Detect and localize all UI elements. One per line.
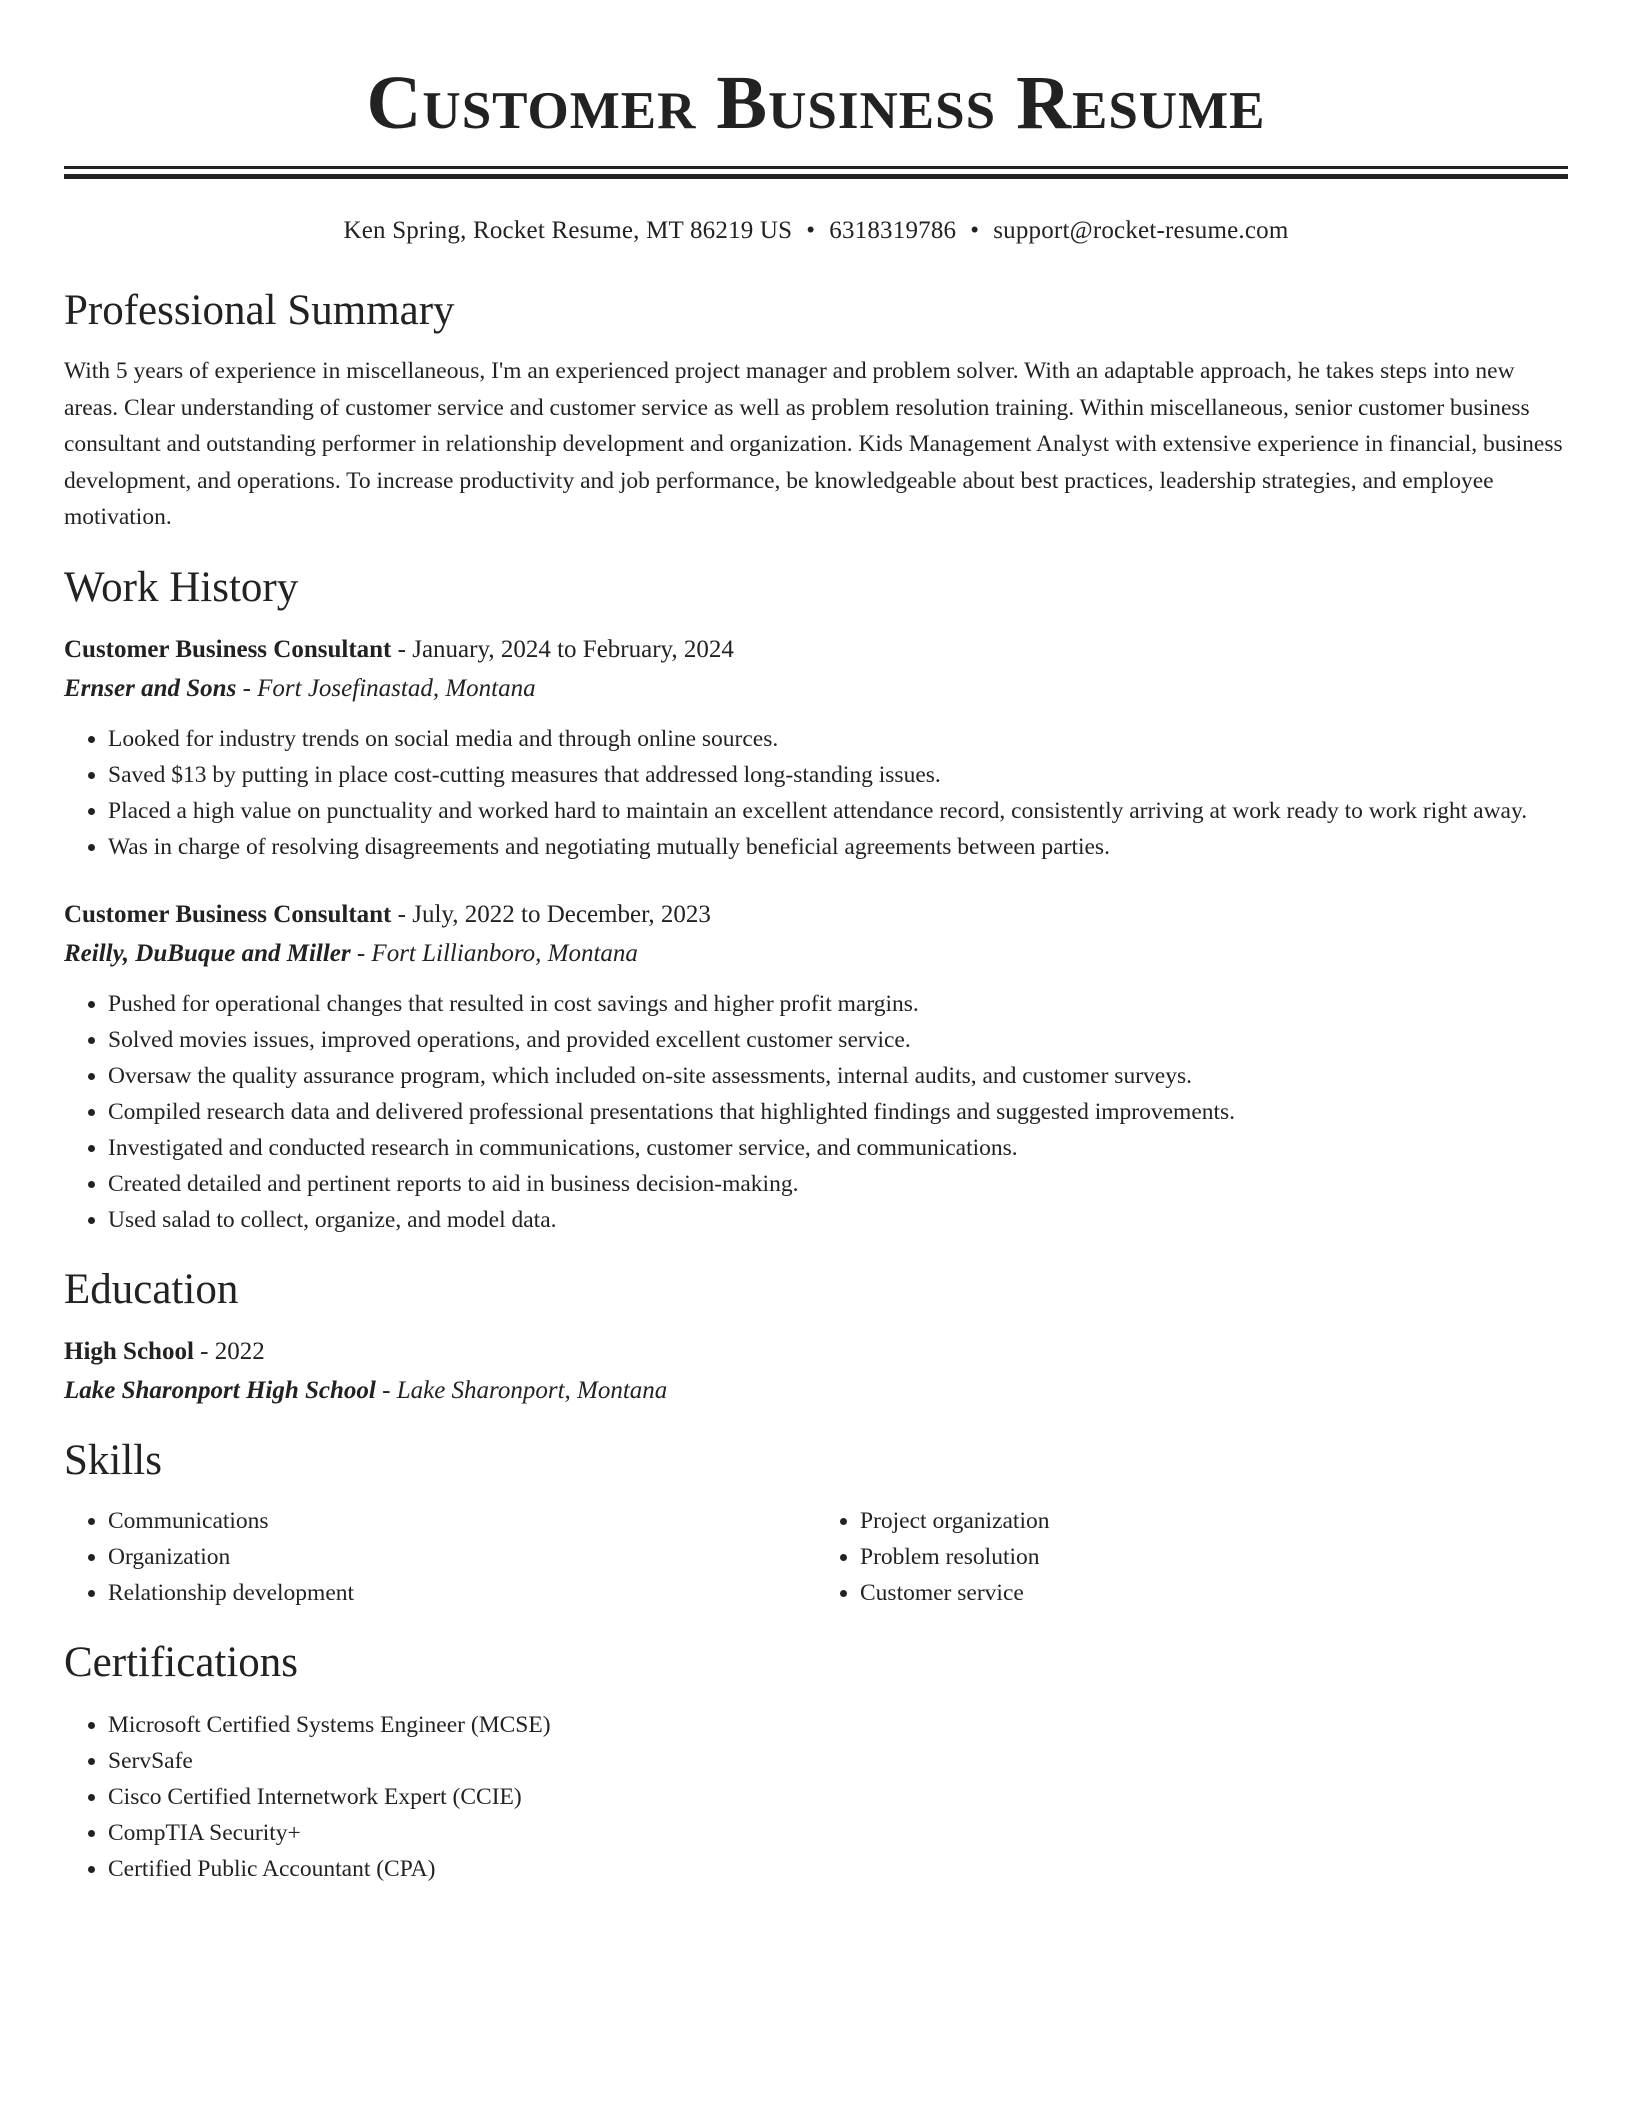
skills-list-left [64, 1503, 816, 1611]
list-item: • Used salad to collect, organize, and model data. [108, 1202, 1568, 1238]
job-title-line [64, 632, 1568, 668]
list-item: • Certified Public Accountant (CPA) [108, 1851, 1568, 1887]
education-section [64, 1264, 1568, 1409]
list-item: • Organization [108, 1539, 816, 1575]
list-item: • Looked for industry trends on social media and through online sources. [108, 721, 1568, 757]
list-item: • Relationship development [108, 1575, 816, 1611]
job-title-line [64, 897, 1568, 933]
education-degree: High School [64, 1337, 194, 1365]
summary-section [64, 285, 1568, 536]
skills-list-right [816, 1503, 1568, 1611]
contact-email: support@rocket-resume.com [993, 217, 1289, 244]
resume-title: Customer Business Resume [366, 61, 1266, 145]
certifications-heading: Certifications [64, 1638, 299, 1686]
list-item: • Was in charge of resolving disagreements and negotiating mutually beneficial agreements between parties. [108, 829, 1568, 865]
certifications-section [64, 1637, 1568, 1887]
resume-page [64, 0, 1568, 1887]
job-location: - Fort Lillianboro, Montana [350, 939, 638, 967]
job-dates: - January, 2024 to February, 2024 [391, 635, 734, 663]
list-item: • Compiled research data and delivered professional presentations that highlighted findings and suggested improvements. [108, 1094, 1568, 1130]
contact-separator: • [970, 217, 980, 244]
list-item: • Problem resolution [860, 1539, 1568, 1575]
education-heading: Education [64, 1265, 239, 1313]
work-history-heading: Work History [64, 563, 299, 611]
skills-heading: Skills [64, 1436, 162, 1484]
education-location: - Lake Sharonport, Montana [375, 1376, 668, 1404]
summary-text: With 5 years of experience in miscellaneous, I'm an experienced project manager and problem solver. With an adaptable approach, he takes steps into new areas. Clear understanding of customer service and customer service as well as problem resolution training. Within miscellaneous, senior customer business consultant and outstanding performer in relationship development and organization. Kids Management Analyst with extensive experience in financial, business development, and operations. To increase productivity and job performance, be knowledgeable about best practices, leadership strategies, and employee motivation. [64, 358, 1563, 530]
job-title: Customer Business Consultant [64, 900, 392, 928]
certifications-list [64, 1707, 1568, 1887]
job-company-line [64, 671, 1568, 707]
job-bullets [64, 721, 1568, 865]
list-item: • Pushed for operational changes that resulted in cost savings and higher profit margins. [108, 986, 1568, 1022]
education-year: - 2022 [193, 1337, 265, 1365]
job-company: Ernser and Sons [64, 674, 237, 702]
list-item: • Placed a high value on punctuality and worked hard to maintain an excellent attendance record, consistently arriving at work ready to work right away. [108, 793, 1568, 829]
list-item: • ServSafe [108, 1743, 1568, 1779]
title-rule-top [64, 166, 1568, 169]
summary-heading: Professional Summary [64, 287, 455, 334]
education-school: Lake Sharonport High School [64, 1376, 376, 1404]
education-school-line [64, 1373, 1568, 1409]
job-location: - Fort Josefinastad, Montana [236, 674, 536, 702]
list-item: • Cisco Certified Internetwork Expert (CCIE) [108, 1779, 1568, 1815]
contact-phone: 6318319786 [829, 217, 957, 244]
title-rule-bottom [64, 174, 1568, 179]
list-item: • Created detailed and pertinent reports to aid in business decision-making. [108, 1166, 1568, 1202]
contact-address: Ken Spring, Rocket Resume, MT 86219 US [343, 217, 793, 244]
job-entry [64, 897, 1568, 1238]
list-item: • Saved $13 by putting in place cost-cutting measures that addressed long-standing issues. [108, 757, 1568, 793]
work-history-section [64, 562, 1568, 1238]
skills-section [64, 1435, 1568, 1611]
skills-columns [64, 1503, 1568, 1611]
job-bullets [64, 986, 1568, 1238]
list-item: • Oversaw the quality assurance program, which included on-site assessments, internal audits, and customer surveys. [108, 1058, 1568, 1094]
list-item: • Microsoft Certified Systems Engineer (MCSE) [108, 1707, 1568, 1743]
job-title: Customer Business Consultant [64, 635, 392, 663]
job-dates: - July, 2022 to December, 2023 [391, 900, 711, 928]
job-company: Reilly, DuBuque and Miller [64, 939, 351, 967]
list-item: • Investigated and conducted research in communications, customer service, and communications. [108, 1130, 1568, 1166]
list-item: • Project organization [860, 1503, 1568, 1539]
contact-line [64, 215, 1568, 247]
job-entry [64, 632, 1568, 865]
job-company-line [64, 936, 1568, 972]
list-item: • Solved movies issues, improved operations, and provided excellent customer service. [108, 1022, 1568, 1058]
list-item: • Customer service [860, 1575, 1568, 1611]
contact-separator: • [806, 217, 816, 244]
list-item: • Communications [108, 1503, 816, 1539]
list-item: • CompTIA Security+ [108, 1815, 1568, 1851]
education-degree-line [64, 1334, 1568, 1370]
